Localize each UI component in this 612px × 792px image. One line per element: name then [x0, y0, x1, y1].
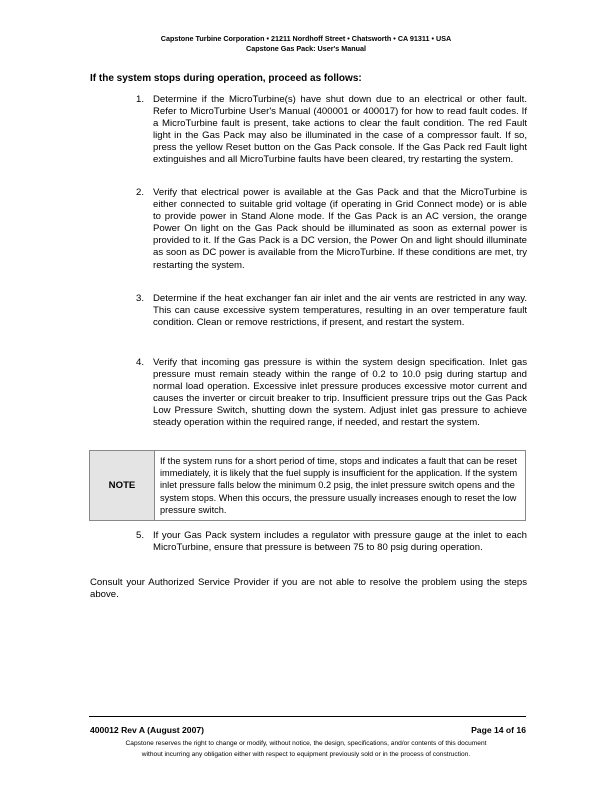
footer-disclaimer-line1: Capstone reserves the right to change or modify, without notice, the design, specifications, and/or contents of this document — [125, 740, 487, 747]
list-item-text: If your Gas Pack system includes a regulator with pressure gauge at the inlet to each MicroTurbine, ensure that pressure is between 75 to 80 psig during operation. — [153, 530, 527, 554]
note-box — [89, 450, 526, 521]
list-item-number: 4. — [136, 357, 145, 368]
list-item-number: 5. — [136, 530, 145, 541]
header-company-address: Capstone Turbine Corporation • 21211 Nordhoff Street • Chatsworth • CA 91311 • USA — [160, 34, 452, 43]
footer-disclaimer-line2: without incurring any obligation either with respect to equipment previously sold or in the process of construction. — [141, 750, 471, 758]
list-item-text: Verify that incoming gas pressure is within the system design specification. Inlet gas pressure must remain steady within the range of 0.2 to 10.0 psig during startup and normal load operation. Excessive inlet pressure produces excessive motor current and causes the inverter or circuit breaker to trip. Insufficient pressure trips out the Gas Pack Low Pressure Switch, shutting down the system. Adjust inlet gas pressure to achieve steady operation within the required range, if needed, and restart the system. — [153, 357, 527, 429]
section-heading: If the system stops during operation, proceed as follows: — [90, 73, 362, 84]
footer-document-id: 400012 Rev A (August 2007) — [90, 725, 204, 735]
page-header — [0, 34, 612, 53]
header-manual-title: Capstone Gas Pack: User's Manual — [246, 43, 366, 53]
list-item-text: Determine if the MicroTurbine(s) have shut down due to an electrical or other fault. Refer to MicroTurbine User's Manual (400001 or 400017) for how to read fault codes. If a MicroTurbine fault is present, take actions to clear the fault condition. The red Fault light in the Gas Pack may also be illuminated in the case of a compressor fault. If so, press the yellow Reset button on the Gas Pack console. If the Gas Pack red Fault light extinguishes and all MicroTurbine faults have been cleared, try restarting the system. — [153, 94, 527, 166]
list-item-number: 2. — [136, 187, 145, 198]
closing-paragraph: Consult your Authorized Service Provider if you are not able to resolve the problem using the steps above. — [90, 577, 527, 601]
footer-disclaimer — [0, 739, 612, 760]
footer-divider — [89, 716, 526, 717]
list-item-text: Verify that electrical power is available at the Gas Pack and that the MicroTurbine is either connected to suitable grid voltage (if operating in Grid Connect mode) or is able to provide power in Stand Alone mode. If the Gas Pack is an AC version, the orange Power On light on the Gas Pack should be illuminated as soon as external power is provided to it. If the Gas Pack is a DC version, the Power On and light should illuminate as soon as DC power is available from the MicroTurbine. If these conditions are met, try restarting the system. — [153, 187, 527, 271]
footer-page-number: Page 14 of 16 — [471, 725, 526, 735]
note-label: NOTE — [90, 451, 155, 520]
list-item-text: Determine if the heat exchanger fan air inlet and the air vents are restricted in any way. This can cause excessive system temperatures, resulting in an over temperature fault condition. Clean or remove restrictions, if present, and restart the system. — [153, 293, 527, 329]
list-item-number: 3. — [136, 293, 145, 304]
note-text: If the system runs for a short period of time, stops and indicates a fault that can be reset immediately, it is likely that the fuel supply is insufficient for the application. If the system inlet pressure falls below the minimum 0.2 psig, the inlet pressure switch opens and the system stops. When this occurs, the pressure usually increases enough to reset the low pressure switch. — [160, 456, 518, 515]
list-item-number: 1. — [136, 94, 145, 105]
